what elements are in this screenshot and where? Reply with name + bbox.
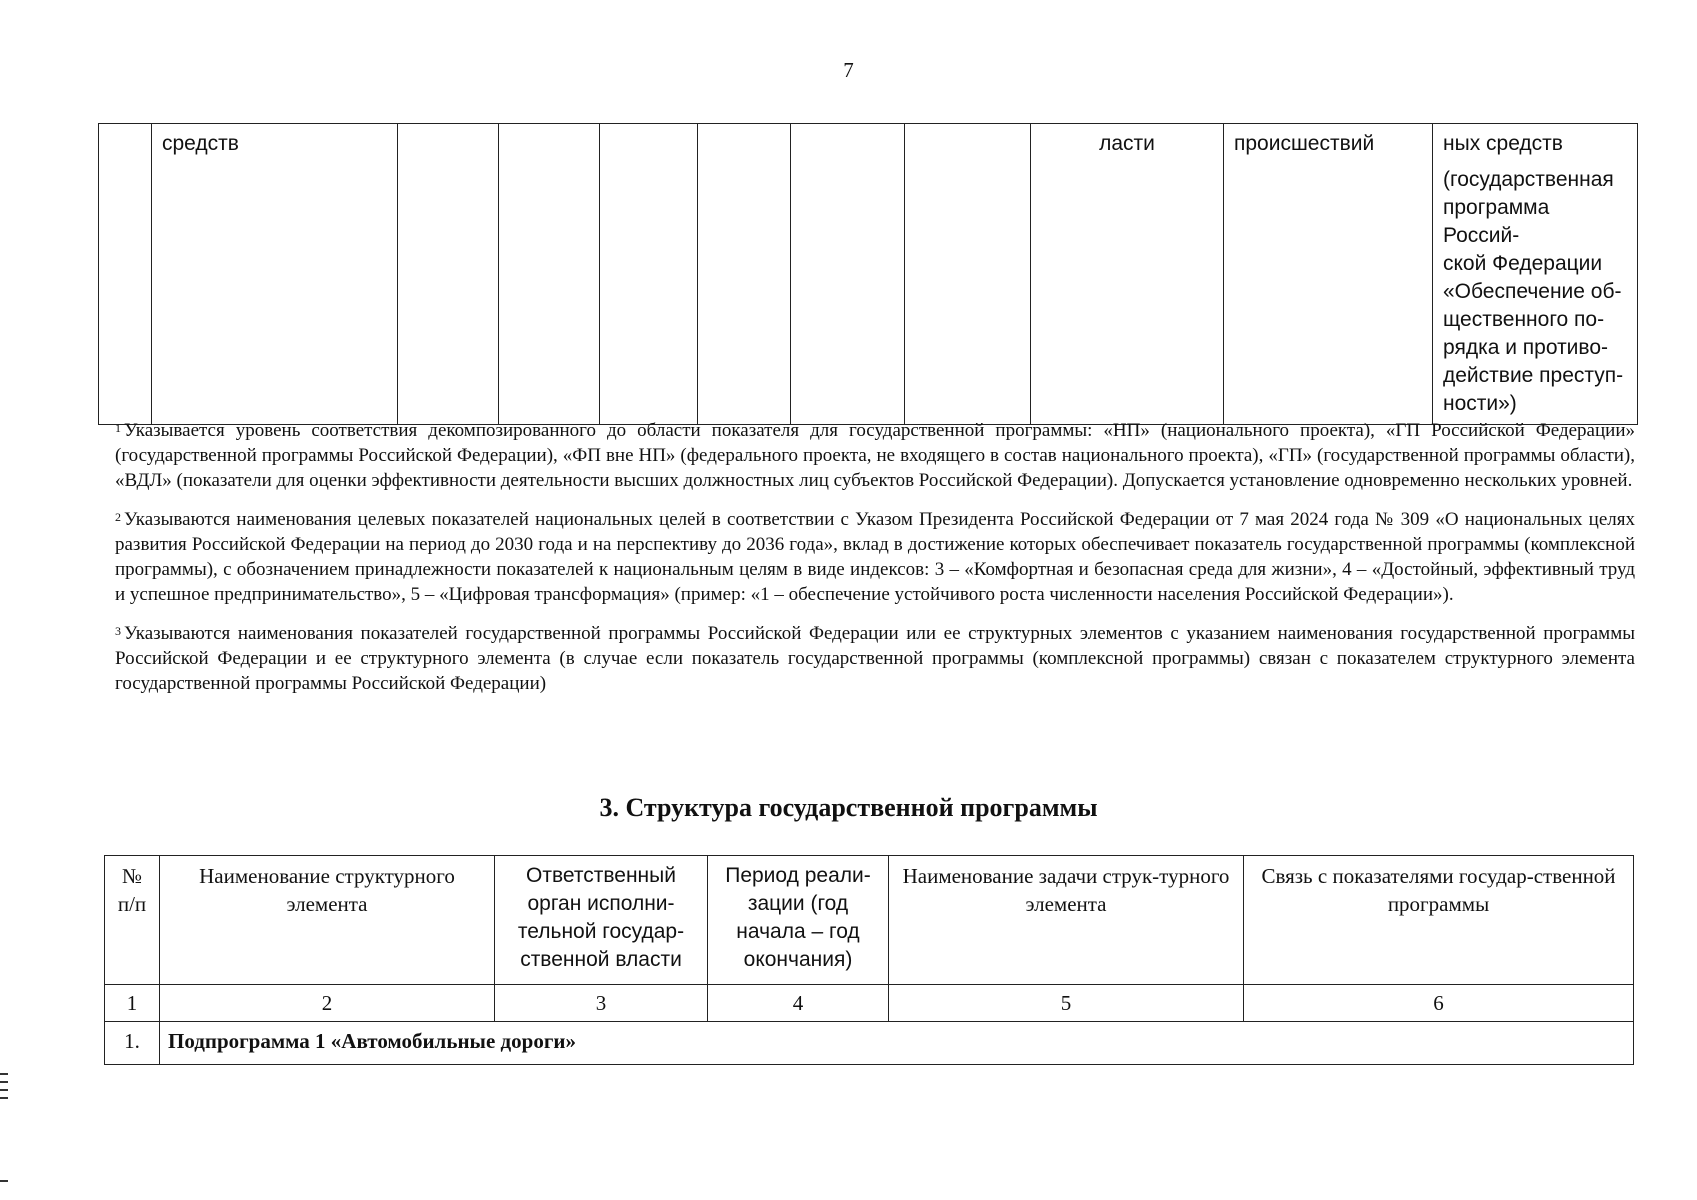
margin-mark: [0, 1073, 8, 1075]
footnote-text: Указываются наименования показателей государственной программы Российской Федерации или ее структурных элементов с указанием наименования государственной программы Российской Федерации и ее структурного элемента (в случае если показатель государственной программы (комплексной программы) связан с показателем структурного элемента государственной программы Российской Федерации): [115, 623, 1635, 694]
header-task-name: Наименование задачи струк-турного элемента: [889, 856, 1244, 985]
cont-line-9: ности»): [1443, 392, 1517, 415]
header-link-indicators: Связь с показателями государ-ственной программы: [1244, 856, 1634, 985]
section-title: 3. Структура государственной программы: [599, 793, 1098, 822]
col-number-6: 6: [1244, 985, 1634, 1022]
cont-cell-3: [398, 124, 499, 425]
col-number-1: 1: [105, 985, 160, 1022]
footnote-text: Указываются наименования целевых показателей национальных целей в соответствии с Указом Президента Российской Федерации от 7 мая 2024 года № 309 «О национальных целях развития Российской Федерации на период до 2030 года и на перспективу до 2036 года», вклад в достижение которых обеспечивает показатель государственной программы (комплексной программы), с обозначением принадлежности показателей к национальным целям в виде индексов: 3 – «Комфортная и безопасная среда для жизни», 4 – «Достойный, эффективный труд и успешное предпринимательство», 5 – «Цифровая трансформация» (пример: «1 – обеспечение устойчивого роста численности населения Российской Федерации»).: [115, 509, 1635, 605]
cont-cell-11: [1433, 124, 1638, 425]
cont-cell-6: [698, 124, 791, 425]
subprogram-title: Подпрограмма 1 «Автомобильные дороги»: [160, 1022, 1634, 1065]
header-period: Период реали-зации (год начала – год окончания): [708, 856, 889, 985]
footnote-marker: 2: [115, 510, 121, 524]
margin-mark: [0, 1089, 8, 1091]
cont-cell-9: ласти: [1031, 124, 1224, 425]
col-number-3: 3: [495, 985, 708, 1022]
footnote-text: Указывается уровень соответствия декомпозированного до области показателя для государственной программы: «НП» (национального проекта), «ГП Российской Федерации» (государственной программы Российской Федерации), «ФП вне НП» (федерального проекта, не входящего в состав национального проекта), «ГП» (государственной программы области), «ВДЛ» (показатели для оценки эффективности деятельности высших должностных лиц субъектов Российской Федерации). Допускается установление одновременно нескольких уровней.: [115, 420, 1635, 491]
cont-line-1: ных средств: [1443, 132, 1563, 155]
col-number-4: 4: [708, 985, 889, 1022]
footnote-1: [115, 418, 1635, 493]
cont-line-6: щественного по-: [1443, 308, 1605, 331]
cont-cell-10: происшествий: [1224, 124, 1433, 425]
table-header-row: [105, 856, 1634, 985]
cont-line-5: «Обеспечение об-: [1443, 280, 1622, 303]
cont-cell-4: [499, 124, 600, 425]
subprogram-number: 1.: [105, 1022, 160, 1065]
cont-cell-8: [905, 124, 1031, 425]
cont-cell-7: [791, 124, 905, 425]
cont-cell-2: средств: [152, 124, 398, 425]
cont-line-8: действие преступ-: [1443, 364, 1624, 387]
footnote-marker: 1: [115, 421, 121, 435]
margin-mark: [0, 1097, 8, 1099]
margin-mark: [0, 1081, 8, 1083]
cont-line-4: ской Федерации: [1443, 252, 1603, 275]
table-row-numbers: [105, 985, 1634, 1022]
footnote-3: [115, 621, 1635, 696]
margin-mark: [0, 1180, 8, 1182]
footnote-marker: 3: [115, 624, 121, 638]
cont-line-2: (государственная: [1443, 168, 1614, 191]
footnotes: [115, 418, 1635, 710]
header-element-name: Наименование структурного элемента: [160, 856, 495, 985]
cont-cell-5: [600, 124, 698, 425]
cont-cell-1: [99, 124, 152, 425]
col-number-5: 5: [889, 985, 1244, 1022]
header-responsible-body: Ответственный орган исполни-тельной государ-ственной власти: [495, 856, 708, 985]
cont-line-7: рядка и противо-: [1443, 336, 1609, 359]
header-number: № п/п: [105, 856, 160, 985]
continuation-table: [98, 123, 1638, 425]
footnote-2: [115, 507, 1635, 607]
table-row-subprogram: [105, 1022, 1634, 1065]
col-number-2: 2: [160, 985, 495, 1022]
cont-line-3: программа Россий-: [1443, 196, 1550, 247]
structure-table: [104, 855, 1634, 1065]
page-number: 7: [843, 58, 854, 82]
